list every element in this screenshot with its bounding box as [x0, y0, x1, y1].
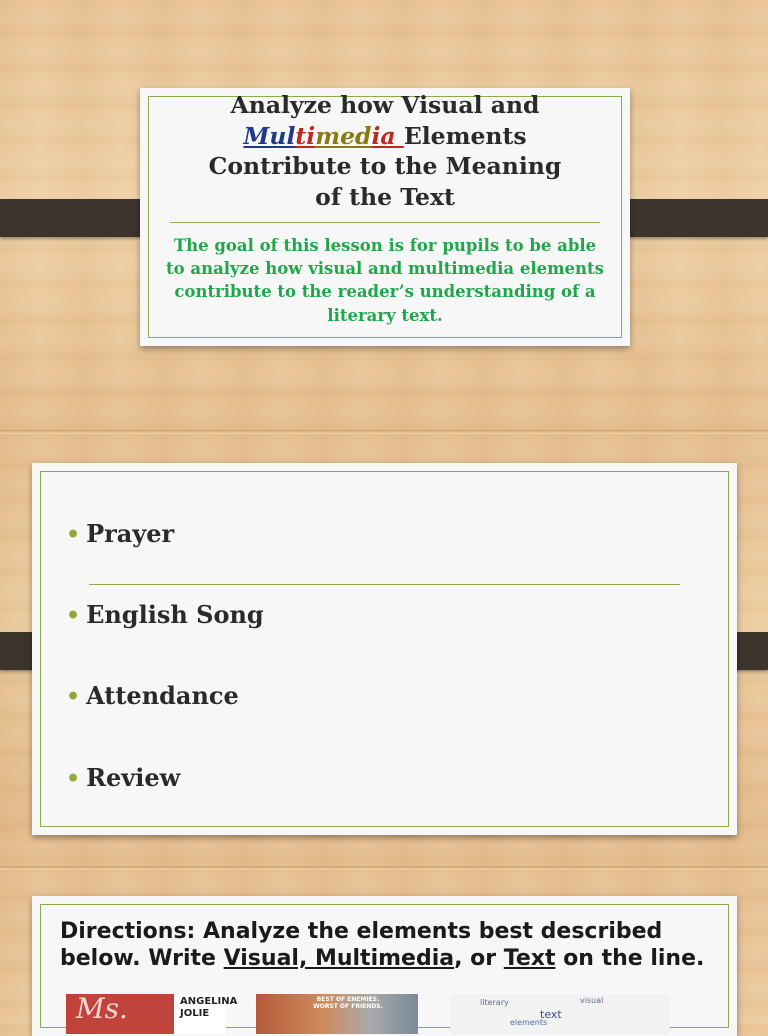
agenda-item-label: Review	[86, 763, 181, 792]
slide-separator	[0, 866, 768, 870]
agenda-item-attendance	[66, 681, 239, 710]
magazine-masthead: Ms.	[76, 992, 128, 1025]
text-label: Text	[503, 946, 556, 971]
lesson-goal: The goal of this lesson is for pupils to be able to analyze how visual and multimedia elements contribute to the reader’s understanding of a literary text.	[166, 236, 604, 325]
bullet-icon: •	[66, 766, 81, 792]
directions-end: on the line.	[555, 946, 705, 971]
word-cloud-word: elements	[510, 1018, 548, 1027]
title-slide	[140, 88, 630, 346]
multimedia-part: ia	[371, 121, 396, 150]
title-line-1: Analyze how Visual and	[230, 91, 540, 119]
agenda-item-review	[66, 763, 180, 792]
agenda-item-label: English Song	[86, 600, 264, 629]
title-elements-word: Elements	[403, 121, 527, 150]
agenda-item-english-song	[66, 600, 264, 629]
agenda-item-prayer	[66, 519, 174, 548]
directions-text	[60, 918, 717, 972]
word-cloud-word: visual	[580, 996, 604, 1005]
directions-slide	[32, 896, 737, 1036]
directions-middle: , or	[454, 946, 504, 971]
poster-caption: BEST OF ENEMIES. WORST OF FRIENDS.	[313, 996, 383, 1010]
left-strap	[0, 199, 156, 237]
cover-name-line: ANGELINA	[180, 996, 238, 1007]
magazine-cover-name	[180, 996, 237, 1020]
movie-poster-image	[256, 994, 418, 1034]
agenda-divider	[89, 584, 680, 585]
agenda-slide	[32, 463, 737, 835]
agenda-item-label: Prayer	[86, 519, 175, 548]
bullet-icon: •	[66, 603, 81, 629]
bullet-icon: •	[66, 522, 81, 548]
cover-name-line: JOLIE	[180, 1008, 210, 1019]
directions-start: Directions: Analyze the elements best described below. Write	[60, 919, 663, 971]
word-cloud-word: text	[540, 1008, 562, 1021]
multimedia-part: Mul	[243, 121, 296, 150]
word-cloud-image	[450, 994, 670, 1034]
visual-multimedia-label: Visual, Multimedia	[223, 946, 455, 971]
right-strap	[613, 199, 768, 237]
title-line-3: Contribute to the Meaning	[208, 152, 562, 180]
title-line-2	[160, 121, 610, 152]
magazine-cover-image	[66, 992, 238, 1034]
title-divider	[170, 222, 600, 223]
slide-title	[160, 90, 610, 212]
slide-separator	[0, 430, 768, 434]
multimedia-underline-space	[396, 122, 404, 150]
agenda-item-label: Attendance	[86, 681, 239, 710]
title-line-4: of the Text	[315, 182, 455, 211]
multimedia-part: ti	[295, 121, 316, 150]
bullet-icon: •	[66, 684, 81, 710]
word-cloud-word: literary	[480, 998, 509, 1007]
multimedia-part: med	[315, 121, 372, 150]
